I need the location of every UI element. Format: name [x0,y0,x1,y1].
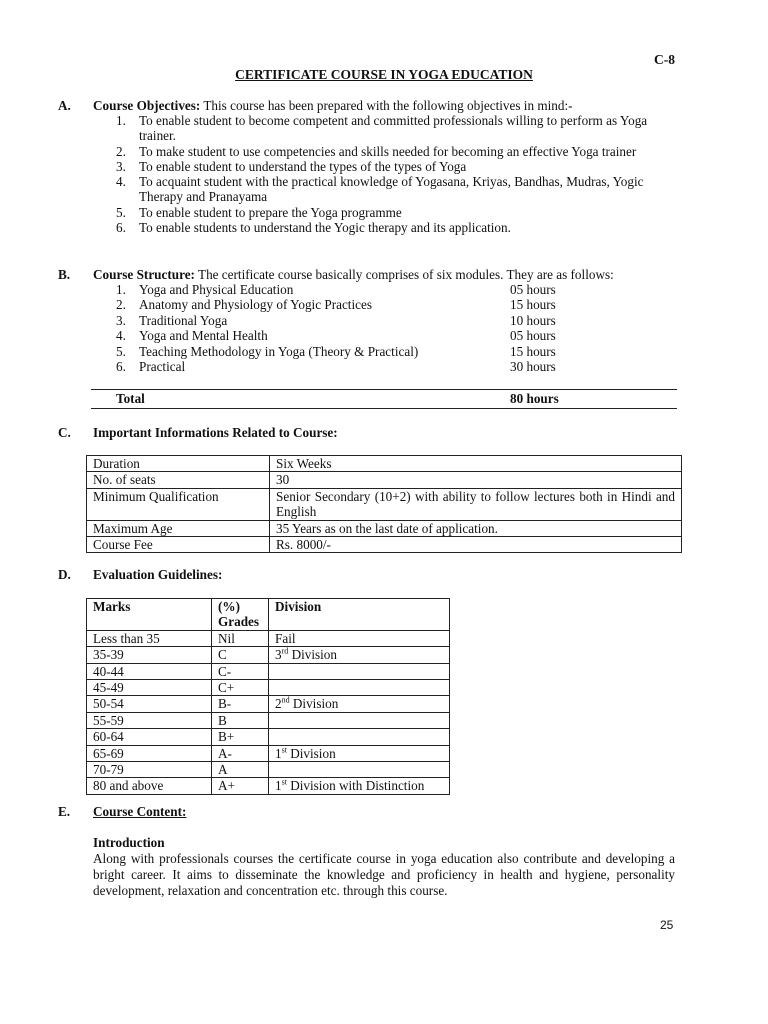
division-rest: Division [289,696,339,712]
list-item [116,144,676,159]
table-row [87,696,450,712]
list-item [116,220,676,235]
division-rest: Division [286,745,336,761]
info-value: Rs. 8000/- [270,537,682,553]
section-e-letter: E. [58,804,71,819]
list-text: To acquaint student with the practical knowledge of Yogasana, Kriyas, Bandhas, Mudras, Yogic Therapy and Pranayama [139,174,644,205]
module-name: Anatomy and Physiology of Yogic Practices [139,297,372,313]
list-text: To enable student to become competent and committed professionals willing to perform as Yoga trainer. [139,113,648,144]
marks-cell: 60-64 [87,729,212,745]
section-a-heading [93,98,573,114]
module-hours: 05 hours [510,328,556,344]
division-cell [269,680,450,696]
section-a-title: Course Objectives: [93,98,201,113]
table-row [87,762,450,778]
module-hours: 15 hours [510,343,556,359]
marks-cell: 50-54 [87,696,212,712]
page-number: 25 [660,918,674,932]
table-row [87,745,450,761]
marks-cell: 45-49 [87,680,212,696]
section-d-title: Evaluation Guidelines: [93,567,223,582]
total-hours: 80 hours [510,391,559,406]
division-cell [269,663,450,679]
course-info-table [86,455,682,553]
column-header: Division [269,599,450,631]
module-number: 2. [116,297,126,313]
division-sup: st [281,745,287,755]
grade-cell: A- [212,745,269,761]
list-text: To enable students to understand the Yogic therapy and its application. [139,220,511,236]
table-row [87,729,450,745]
table-row [87,520,682,536]
grade-cell: B+ [212,729,269,745]
list-text: To make student to use competencies and skills needed for becoming an effective Yoga trainer [139,143,637,159]
section-c-heading [93,425,338,441]
column-header: Marks [87,599,212,631]
division-rest: Division with Distinction [286,778,425,794]
module-hours: 05 hours [510,282,556,297]
total-bottom-rule [91,408,677,409]
table-row [87,630,450,646]
list-number: 5. [116,204,126,220]
section-b-title: Course Structure: [93,267,195,282]
info-label: No. of seats [87,472,270,488]
module-hours: 10 hours [510,312,556,328]
division-cell [269,762,450,778]
module-row [116,297,576,312]
module-row [116,282,576,297]
marks-cell: Less than 35 [87,630,212,646]
module-number: 1. [116,282,126,297]
introduction-paragraph: Along with professionals courses the certificate course in yoga education also contribute and developing a bright career. It aims to disseminate the knowledge and proficiency in health and hygiene, personality development, relaxation and concentration etc. through this course. [93,851,675,898]
list-text: To enable student to prepare the Yoga programme [139,204,402,220]
module-number: 4. [116,328,126,344]
marks-cell: 55-59 [87,712,212,728]
grade-cell: C- [212,663,269,679]
list-number: 6. [116,220,126,236]
section-b-heading [93,267,614,283]
page-title: CERTIFICATE COURSE IN YOGA EDUCATION [235,67,533,82]
marks-cell: 70-79 [87,762,212,778]
division-text: 3 [275,647,282,663]
division-sup: st [281,778,287,788]
info-value: Senior Secondary (10+2) with ability to follow lectures both in Hindi and English [270,488,682,520]
total-label: Total [116,391,145,406]
division-cell [269,729,450,745]
grade-cell: A+ [212,778,269,794]
course-structure-list [116,282,576,374]
module-name: Traditional Yoga [139,312,228,328]
table-row [87,680,450,696]
table-header-row [87,599,450,631]
marks-cell: 35-39 [87,647,212,663]
grade-cell: Nil [212,630,269,646]
module-name: Practical [139,358,186,374]
objectives-list [116,113,676,235]
section-b-letter: B. [58,267,71,282]
division-rest: Division [288,647,337,663]
division-cell [269,630,450,646]
info-label: Maximum Age [87,520,270,536]
division-sup: nd [281,696,290,706]
module-number: 6. [116,358,126,374]
module-hours: 15 hours [510,297,556,313]
list-number: 1. [116,113,126,128]
list-item [116,113,676,144]
info-value: 35 Years as on the last date of application. [270,520,682,536]
division-text: 2 [275,696,282,712]
division-cell [269,745,450,761]
grade-cell: B [212,712,269,728]
table-row [87,537,682,553]
section-a-letter: A. [58,98,71,113]
division-cell [269,712,450,728]
grade-cell: A [212,762,269,778]
list-item [116,174,676,205]
section-a-intro: This course has been prepared with the following objectives in mind:- [200,98,573,113]
grade-cell: C [212,647,269,663]
table-row [87,778,450,794]
section-c-letter: C. [58,425,71,440]
division-cell [269,696,450,712]
grade-cell: C+ [212,680,269,696]
module-row [116,328,576,343]
marks-cell: 65-69 [87,745,212,761]
module-row [116,344,576,359]
evaluation-table [86,598,450,795]
division-text: Fail [275,630,296,646]
page-code: C-8 [654,52,675,67]
column-header: (%) Grades [212,599,269,631]
module-name: Teaching Methodology in Yoga (Theory & Practical) [139,343,419,359]
module-row [116,359,576,374]
table-row [87,472,682,488]
module-row [116,313,576,328]
list-number: 4. [116,174,126,190]
division-text: 1 [275,745,282,761]
table-row [87,488,682,520]
module-name: Yoga and Mental Health [139,328,268,344]
list-text: To enable student to understand the types of the types of Yoga [139,158,467,174]
list-number: 2. [116,143,126,159]
division-sup: rd [281,646,289,656]
list-item [116,159,676,174]
marks-cell: 80 and above [87,778,212,794]
info-value: 30 [270,472,682,488]
introduction-heading: Introduction [93,835,165,850]
info-value: Six Weeks [270,456,682,472]
section-d-letter: D. [58,567,71,582]
info-label: Minimum Qualification [87,488,270,520]
section-b-intro: The certificate course basically comprises of six modules. They are as follows: [194,267,614,282]
module-name: Yoga and Physical Education [139,282,294,297]
total-top-rule [91,389,677,390]
table-row [87,663,450,679]
grade-cell: B- [212,696,269,712]
division-cell [269,647,450,663]
module-number: 3. [116,312,126,328]
module-hours: 30 hours [510,358,556,374]
module-number: 5. [116,343,126,359]
division-text: 1 [275,778,282,794]
marks-cell: 40-44 [87,663,212,679]
section-c-title: Important Informations Related to Course: [93,425,338,440]
list-item [116,205,676,220]
info-label: Course Fee [87,537,270,553]
list-number: 3. [116,158,126,174]
division-cell [269,778,450,794]
table-row [87,456,682,472]
info-label: Duration [87,456,270,472]
table-row [87,712,450,728]
section-e-heading: Course Content: [93,804,187,819]
table-row [87,647,450,663]
section-d-heading [93,567,222,583]
